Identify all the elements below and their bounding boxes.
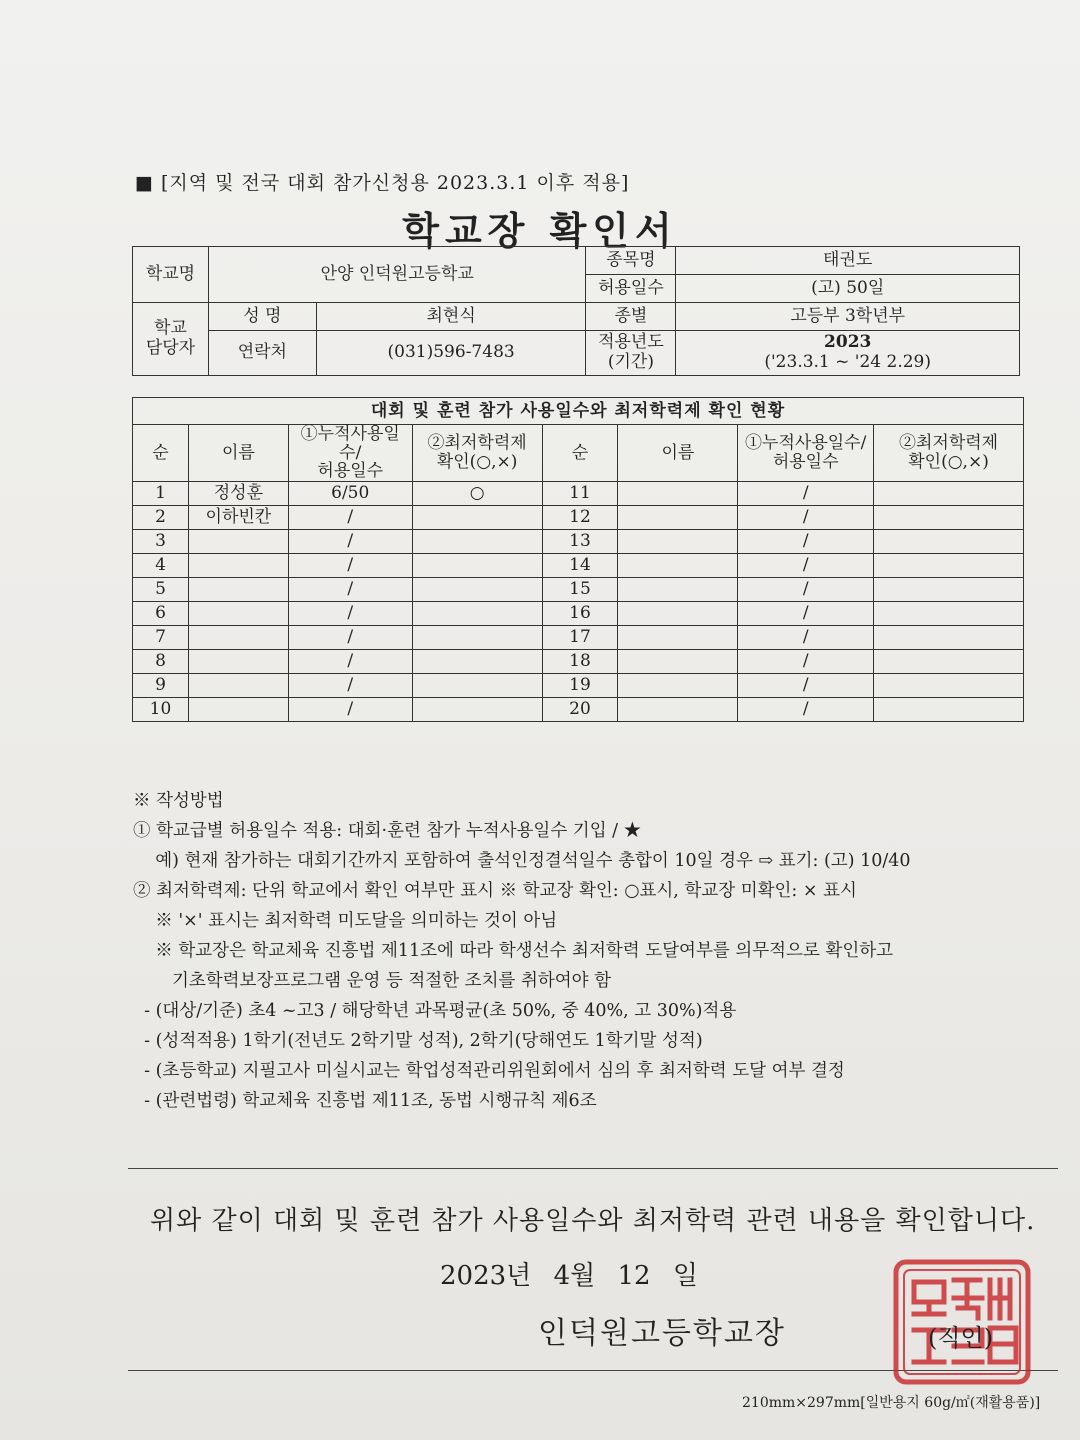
usage-cell-name: 정성훈 [188,482,288,506]
table-row [133,554,1024,578]
paper-spec-footer: 210mm×297mm[일반용지 60g/㎡(재활용품)] [742,1395,1041,1411]
school-info-table [132,246,1020,376]
usage-cell-name [618,602,738,626]
sport-label: 종목명 [586,247,676,275]
usage-cell-check [874,674,1024,698]
date-line [440,1255,698,1292]
usage-cell-name: 이하빈칸 [188,506,288,530]
method-lines [133,816,1053,1116]
usage-cell-check [874,506,1024,530]
usage-cell-name [188,578,288,602]
usage-cell-check [412,674,542,698]
usage-cell-no: 1 [133,482,189,506]
table-row [133,650,1024,674]
usage-cell-no: 3 [133,530,189,554]
usage-cell-name [618,506,738,530]
usage-cell-name [188,650,288,674]
confirmation-text: 위와 같이 대회 및 훈련 참가 사용일수와 최저학력 관련 내용을 확인합니다. [150,1206,1036,1236]
usage-table-caption: 대회 및 훈련 참가 사용일수와 최저학력제 확인 현황 [133,398,1024,425]
usage-cell-days: / [738,530,874,554]
usage-cell-no: 7 [133,626,189,650]
period-value: ('23.3.1 ~ '24 2.29) [764,352,931,372]
usage-cell-check [412,530,542,554]
usage-header-cell: ②최저학력제 확인(○,×) [412,425,542,482]
usage-cell-check [412,602,542,626]
usage-cell-check [412,698,542,722]
usage-cell-no: 19 [542,674,618,698]
usage-cell-no: 20 [542,698,618,722]
usage-cell-name [188,674,288,698]
usage-header-cell: 순 [542,425,618,482]
usage-table-header [133,425,1024,482]
usage-cell-days: / [738,506,874,530]
school-name-value: 안양 인덕원고등학교 [208,247,586,303]
header-note: ■ [지역 및 전국 대회 참가신청용 2023.3.1 이후 적용] [135,172,630,194]
usage-cell-name [618,530,738,554]
method-line: ※ 학교장은 학교체육 진흥법 제11조에 따라 학생선수 최저학력 도달여부를 의무적으로 확인하고 [133,941,894,961]
usage-cell-check [874,602,1024,626]
allowed-days-label: 허용일수 [586,275,676,303]
name-value: 최현식 [316,303,586,331]
document-title: 학교장 확인서 [402,208,678,253]
year-cell [676,331,1020,376]
usage-cell-no: 14 [542,554,618,578]
method-line: - (초등학교) 지필고사 미실시교는 학업성적관리위원회에서 심의 후 최저학력 도달 여부 결정 [133,1061,845,1081]
usage-cell-name [618,626,738,650]
name-label: 성 명 [208,303,316,331]
usage-cell-no: 18 [542,650,618,674]
usage-cell-no: 2 [133,506,189,530]
usage-cell-check [874,554,1024,578]
usage-cell-name [618,674,738,698]
table-row [133,602,1024,626]
usage-cell-days: / [738,650,874,674]
method-line: ② 최저학력제: 단위 학교에서 확인 여부만 표시 ※ 학교장 확인: ○표시, 학교장 미확인: × 표시 [133,881,857,901]
usage-cell-name [618,482,738,506]
usage-cell-no: 8 [133,650,189,674]
usage-cell-days: / [288,626,412,650]
usage-cell-name [188,602,288,626]
usage-cell-days: / [738,674,874,698]
table-row [133,530,1024,554]
usage-cell-name [188,530,288,554]
usage-table [132,397,1024,722]
usage-cell-days: / [288,530,412,554]
school-name-label: 학교명 [133,247,209,303]
contact-value: (031)596-7483 [316,331,586,376]
method-heading: ※ 작성방법 [133,791,224,811]
usage-cell-no: 5 [133,578,189,602]
method-line: ※ '×' 표시는 최저학력 미도달을 의미하는 것이 아님 [133,911,558,931]
usage-cell-days: / [738,602,874,626]
usage-header-cell: 이름 [188,425,288,482]
usage-cell-check [874,650,1024,674]
usage-cell-check [412,578,542,602]
usage-cell-no: 11 [542,482,618,506]
writing-method [133,786,1053,1116]
usage-cell-no: 17 [542,626,618,650]
category-value: 고등부 3학년부 [676,303,1020,331]
table-row [133,482,1024,506]
category-label: 종별 [586,303,676,331]
seal-label: (직인) [928,1324,994,1352]
usage-header-cell: ①누적사용일수/ 허용일수 [738,425,874,482]
sport-value: 태권도 [676,247,1020,275]
table-row [133,626,1024,650]
table-row [133,674,1024,698]
divider-top [128,1168,1058,1169]
usage-cell-no: 9 [133,674,189,698]
usage-cell-days: / [288,698,412,722]
usage-cell-name [188,554,288,578]
usage-cell-days: / [738,482,874,506]
usage-cell-check [874,530,1024,554]
usage-cell-check [874,578,1024,602]
usage-cell-name [618,650,738,674]
date-month: 4월 [553,1261,596,1291]
usage-header-cell: 순 [133,425,189,482]
usage-cell-no: 10 [133,698,189,722]
usage-cell-check [412,626,542,650]
manager-label: 학교 담당자 [133,303,209,376]
year-value: 2023 [824,332,872,353]
usage-cell-days: / [738,554,874,578]
contact-label: 연락처 [208,331,316,376]
method-line: - (성적적용) 1학기(전년도 2학기말 성적), 2학기(당해연도 1학기말 성적) [133,1031,703,1051]
usage-cell-no: 4 [133,554,189,578]
usage-cell-name [618,554,738,578]
usage-header-cell: 이름 [618,425,738,482]
usage-cell-check [412,650,542,674]
usage-cell-no: 15 [542,578,618,602]
date-day: 12 일 [617,1261,698,1291]
table-row [133,698,1024,722]
usage-cell-days: 6/50 [288,482,412,506]
usage-table-body [133,482,1024,722]
usage-cell-check [874,626,1024,650]
method-line: - (대상/기준) 초4 ~고3 / 해당학년 과목평균(초 50%, 중 40%, 고 30%)적용 [133,1001,737,1021]
usage-cell-name [188,698,288,722]
usage-cell-no: 13 [542,530,618,554]
usage-cell-name [188,626,288,650]
usage-cell-days: / [288,650,412,674]
usage-cell-check [412,506,542,530]
usage-cell-name [618,578,738,602]
usage-cell-days: / [738,698,874,722]
usage-cell-days: / [288,554,412,578]
usage-cell-days: / [738,626,874,650]
usage-header-cell: ①누적사용일수/ 허용일수 [288,425,412,482]
date-year: 2023년 [440,1261,532,1291]
usage-cell-check [874,698,1024,722]
allowed-days-value: (고) 50일 [676,275,1020,303]
method-line: - (관련법령) 학교체육 진흥법 제11조, 동법 시행규칙 제6조 [133,1091,597,1111]
table-row [133,578,1024,602]
usage-header-cell: ②최저학력제 확인(○,×) [874,425,1024,482]
method-line: ① 학교급별 허용일수 적용: 대회·훈련 참가 누적사용일수 기입 / ★ [133,821,642,841]
usage-cell-days: / [288,602,412,626]
usage-cell-days: / [288,506,412,530]
usage-cell-no: 6 [133,602,189,626]
table-row [133,506,1024,530]
usage-cell-no: 16 [542,602,618,626]
usage-cell-days: / [288,674,412,698]
usage-cell-name [618,698,738,722]
method-line: 기초학력보장프로그램 운영 등 적절한 조치를 취하여야 함 [133,971,612,991]
usage-cell-days: / [288,578,412,602]
principal-title: 인덕원고등학교장 [538,1316,786,1351]
usage-cell-check [412,554,542,578]
usage-cell-days: / [738,578,874,602]
year-label: 적용년도 (기간) [586,331,676,376]
method-line: 예) 현재 참가하는 대회기간까지 포함하여 출석인정결석일수 총합이 10일 경우 ⇨ 표기: (고) 10/40 [133,851,911,871]
usage-cell-check: ○ [412,482,542,506]
usage-cell-check [874,482,1024,506]
usage-cell-no: 12 [542,506,618,530]
